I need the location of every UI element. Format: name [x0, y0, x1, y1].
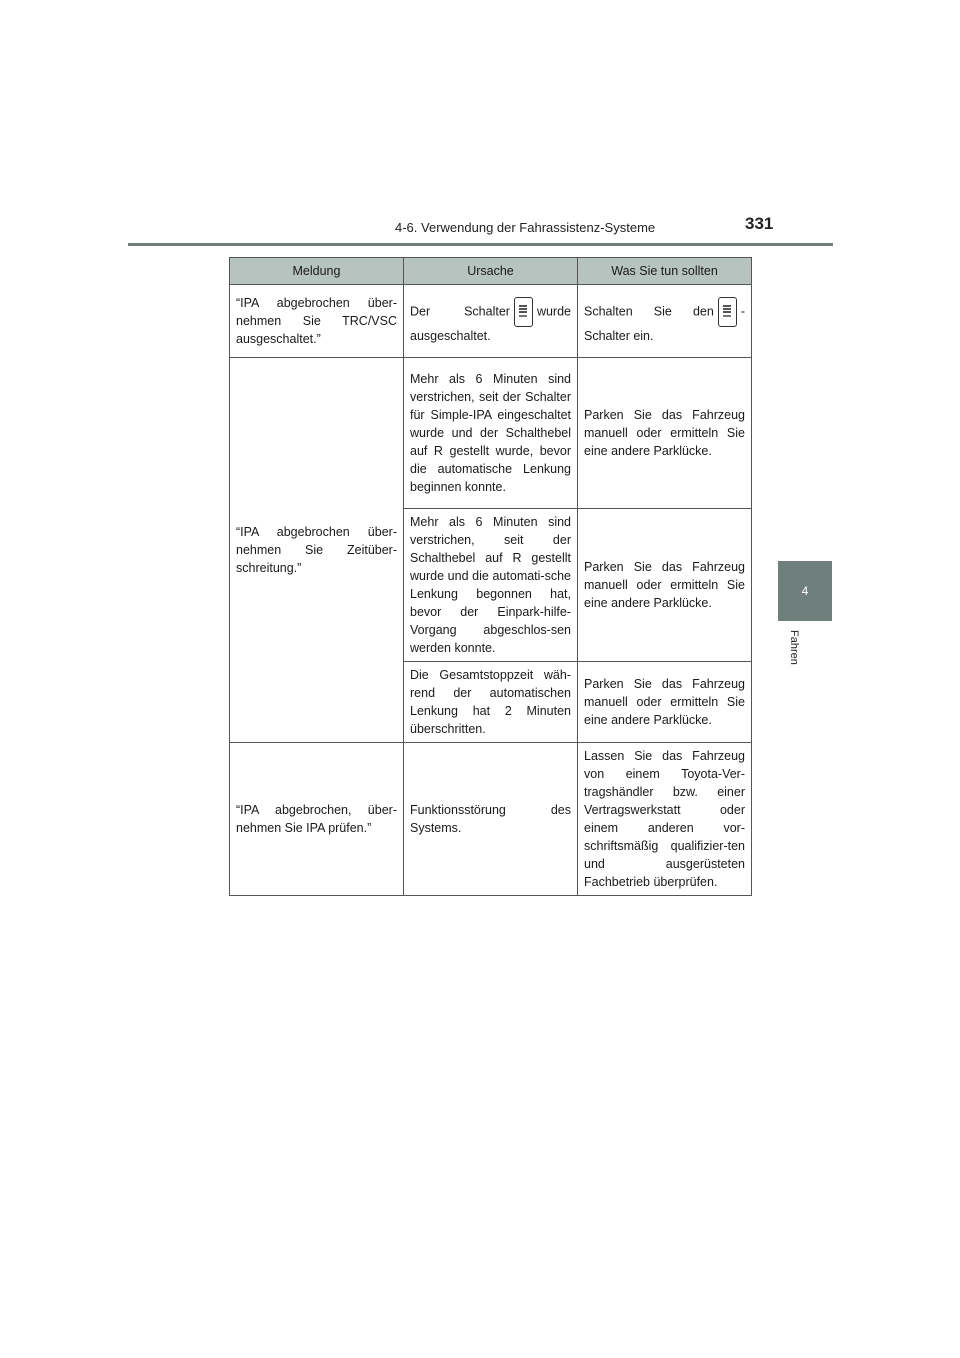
trc-off-switch-icon [514, 297, 533, 327]
cause-cell: Mehr als 6 Minuten sind verstrichen, seit der Schalter für Simple-IPA eingeschaltet wurde und der Schalthebel auf R gestellt wurde, bevor die automatische Lenkung beginnen konnte. [404, 358, 578, 509]
cause-cell: Mehr als 6 Minuten sind verstrichen, seit der Schalthebel auf R gestellt wurde und die automati-sche Lenkung begonnen hat, bevor der Einpark-hilfe-Vorgang abgeschlos-sen werden konnte. [404, 509, 578, 662]
cause-text-before: Der Schalter [410, 304, 510, 319]
action-cell: Parken Sie das Fahrzeug manuell oder ermitteln Sie eine andere Parklücke. [578, 662, 752, 743]
cause-cell: Funktionsstörung des Systems. [404, 743, 578, 896]
message-table [229, 257, 752, 896]
chapter-number: 4 [801, 584, 809, 598]
action-cell: Parken Sie das Fahrzeug manuell oder ermitteln Sie eine andere Parklücke. [578, 509, 752, 662]
cause-cell [404, 285, 578, 358]
header-ursache: Ursache [404, 258, 578, 285]
header-divider [128, 243, 833, 246]
header-meldung: Meldung [230, 258, 404, 285]
action-cell [578, 285, 752, 358]
message-cell: “IPA abgebrochen, über-nehmen Sie IPA prüfen.” [230, 743, 404, 896]
action-cell: Parken Sie das Fahrzeug manuell oder ermitteln Sie eine andere Parklücke. [578, 358, 752, 509]
action-text-after: -Schalter ein. [584, 304, 745, 343]
header-was-tun: Was Sie tun sollten [578, 258, 752, 285]
action-text-before: Schalten Sie den [584, 304, 714, 319]
table-row [230, 285, 752, 358]
table-row [230, 743, 752, 896]
table-row [230, 358, 752, 509]
chapter-tab [778, 561, 832, 621]
trc-off-switch-icon [718, 297, 737, 327]
message-cell: “IPA abgebrochen über-nehmen Sie TRC/VSC ausgeschaltet.” [230, 285, 404, 358]
message-cell: “IPA abgebrochen über-nehmen Sie Zeitüber-schreitung.” [230, 358, 404, 743]
page-number: 331 [745, 214, 774, 233]
section-title: 4-6. Verwendung der Fahrassistenz-Systeme [395, 220, 656, 235]
cause-cell: Die Gesamtstoppzeit wäh-rend der automatischen Lenkung hat 2 Minuten überschritten. [404, 662, 578, 743]
action-cell: Lassen Sie das Fahrzeug von einem Toyota-Ver-tragshändler bzw. einer Vertragswerkstatt oder einem anderen vor-schriftsmäßig qualifizier-ten und ausgerüsteten Fachbetrieb überprüfen. [578, 743, 752, 896]
table-header-row [230, 258, 752, 285]
cause-text-after: wurde ausgeschaltet. [410, 304, 571, 343]
chapter-label: Fahren [788, 630, 800, 665]
